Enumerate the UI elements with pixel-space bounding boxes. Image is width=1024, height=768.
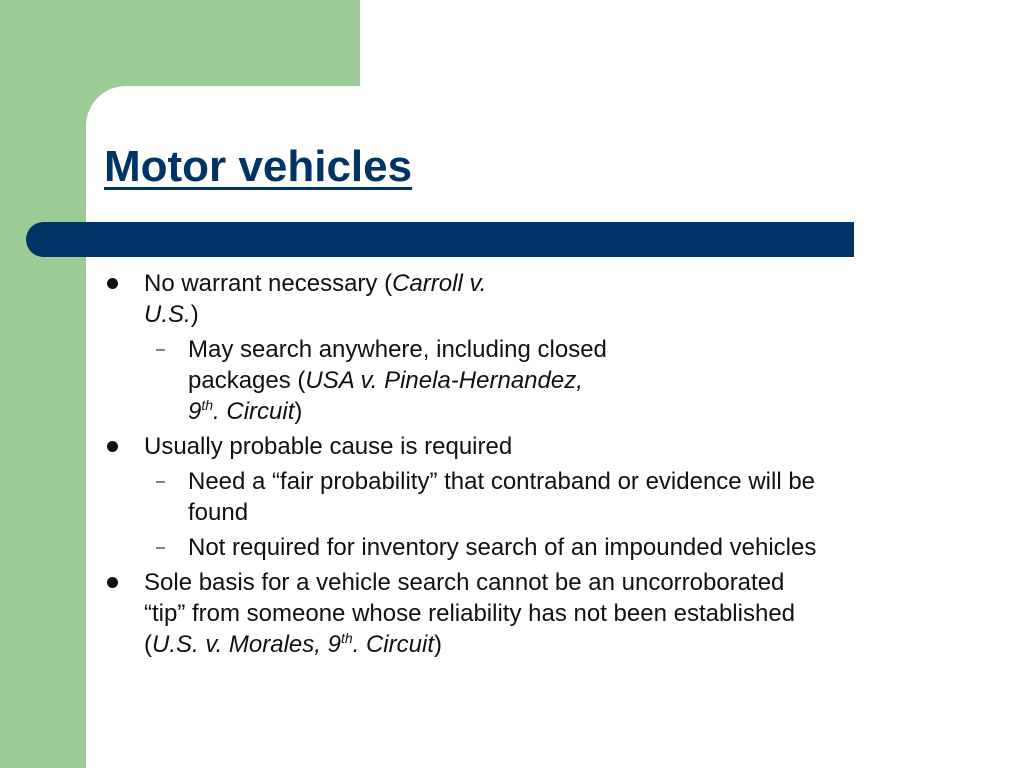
bullet-text: Usually probable cause is required [144,433,513,460]
bullet-text: ( [144,631,152,658]
sub-bullet-text: ) [294,398,303,425]
sub-bullet-line: Not required for inventory search of an impounded vehicles [188,534,817,561]
bullet-text: ) [190,301,199,328]
bullet-dot-icon [107,441,118,452]
sub-bullet-fair-probability [104,466,954,528]
superscript: th [201,397,214,413]
bullet-text: No warrant necessary ( [144,270,393,297]
slide-body [104,268,954,664]
case-citation: 9th. Circuit [188,397,295,425]
sub-bullet-line [188,365,954,396]
dash-icon: – [156,473,165,490]
superscript: th [340,630,353,646]
sub-bullet-line: May search anywhere, including closed [188,336,607,363]
dash-icon: – [156,539,165,556]
bullet-item-warrant [104,268,954,330]
bullet-line [144,299,954,330]
slide-title: Motor vehicles [104,142,413,191]
title-divider-bar [26,222,854,257]
bullet-dot-icon [107,278,118,289]
case-citation: U.S. v. Morales, 9th. Circuit [152,630,434,658]
bullet-line [144,268,954,299]
sub-bullet-line [188,396,954,427]
sub-bullet-text: packages ( [188,367,306,394]
case-citation: U.S. [144,301,191,328]
case-citation: USA v. Pinela-Hernandez, [305,367,583,394]
bullet-line: Sole basis for a vehicle search cannot be an uncorroborated [144,569,785,596]
case-citation: Carroll v. [392,270,487,297]
sub-bullet-search-anywhere [104,334,954,427]
bullet-dot-icon [107,577,118,588]
bullet-item-tip [104,567,954,660]
sub-bullet-line: Need a “fair probability” that contraband or evidence will be [188,468,816,495]
sub-bullet-inventory-search [104,532,954,563]
bullet-line: “tip” from someone whose reliability has not been established [144,600,796,627]
bullet-item-probable-cause [104,431,954,462]
sub-bullet-line: found [188,499,249,526]
bullet-line [144,629,954,660]
bullet-text: ) [433,631,442,658]
dash-icon: – [156,341,165,358]
